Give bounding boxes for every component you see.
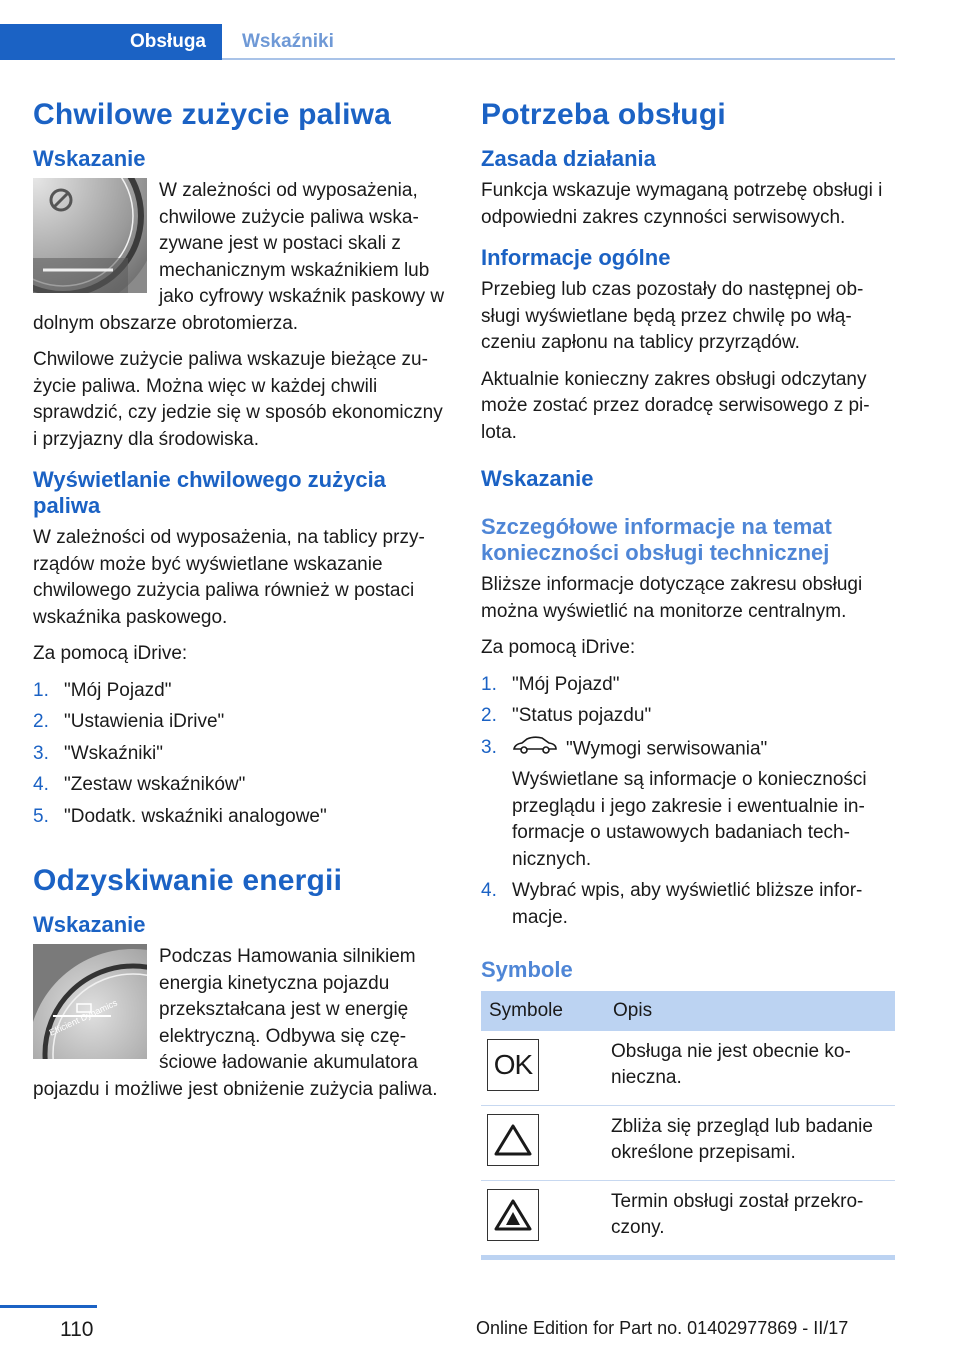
triangle-warning-icon xyxy=(487,1189,539,1241)
list-item: 3. "Wskaźniki" xyxy=(33,742,163,764)
paragraph: Podczas Hamowania silnikiem energia kinetyczna pojazdu przekształcana jest w energię elektryczną. Odbywa się częściowe ładowanie akumulatora pojazdu i możliwe jest obniżenie zużycia paliwa. xyxy=(33,946,438,1100)
list-item: 2. "Ustawienia iDrive" xyxy=(33,711,225,732)
subsection-heading: Wskazanie xyxy=(481,466,594,491)
steps-list xyxy=(33,678,445,831)
subsection-heading: Symbole xyxy=(481,957,573,982)
subsection-heading: Informacje ogólne xyxy=(481,245,671,270)
table-header-row: Symbole Opis xyxy=(481,991,895,1031)
list-item: 3. "Wymogi serwisowania" Wyświetlane są informacje o konieczności przeglądu i jego zakresie i ewentualnie informacje o ustawowych badaniach technicznych. xyxy=(481,736,867,870)
table-row: Termin obsługi został przekroczony. xyxy=(481,1181,895,1258)
paragraph: Bliższe informacje dotyczące zakresu obsługi można wyświetlić na monitorze centralnym. xyxy=(481,574,863,622)
tab-wskazniki[interactable]: Wskaźniki xyxy=(242,31,334,52)
list-item: 4. Wybrać wpis, aby wyświetlić bliższe informacje. xyxy=(481,880,863,928)
subsection-heading: Szczegółowe informacje na temat konieczności obsługi technicznej xyxy=(481,514,832,565)
footer-divider xyxy=(0,1305,97,1308)
subsection-heading: Zasada działania xyxy=(481,146,656,171)
left-column xyxy=(33,92,445,1113)
paragraph: Za pomocą iDrive: xyxy=(481,637,636,658)
list-item: 4. "Zestaw wskaźników" xyxy=(33,774,246,795)
paragraph: Funkcja wskazuje wymaganą potrzebę obsługi i odpowiedni zakres czynności serwisowych. xyxy=(481,180,883,228)
paragraph: Aktualnie konieczny zakres obsługi odczytany może zostać przez doradcę serwisowego z pilota. xyxy=(481,368,870,443)
edition-text: Online Edition for Part no. 01402977869 - II/17 xyxy=(476,1318,849,1338)
ok-icon: OK xyxy=(487,1039,539,1091)
fuel-gauge-image xyxy=(33,178,147,293)
page-header xyxy=(0,24,895,62)
paragraph: W zależności od wyposażenia, chwilowe zużycie paliwa wskazywane jest w postaci skali z mechanicznym wskaźnikiem lub jako cyfrowy wskaźnik paskowy w dolnym obszarze obrotomierza. xyxy=(33,180,445,334)
paragraph: W zależności od wyposażenia, na tablicy przyrządów może być wyświetlane wskazanie chwilowego zużycia paliwa również w postaci wskaźnika paskowego. xyxy=(33,527,425,628)
paragraph: Za pomocą iDrive: xyxy=(33,643,188,664)
table-row: Zbliża się przegląd lub badanie określone przepisami. xyxy=(481,1106,895,1181)
section-title: Potrzeba obsługi xyxy=(481,98,726,131)
table-row: OK Obsługa nie jest obecnie konieczna. xyxy=(481,1031,895,1106)
svg-text:Efficient Dynamics: Efficient Dynamics xyxy=(47,997,119,1038)
symbols-table xyxy=(481,991,895,1260)
header-divider xyxy=(222,58,895,60)
tab-obsluga[interactable]: Obsługa xyxy=(0,24,222,60)
right-column xyxy=(481,92,895,1260)
triangle-icon xyxy=(487,1114,539,1166)
list-item: 5. "Dodatk. wskaźniki analogowe" xyxy=(33,805,327,827)
paragraph: Przebieg lub czas pozostały do następnej obsługi wyświetlane będą przez chwilę po włączeniu zapłonu na tablicy przyrządów. xyxy=(481,279,864,353)
subsection-heading: Wskazanie xyxy=(33,146,146,171)
page-number: 110 xyxy=(60,1318,94,1341)
subsection-heading: Wskazanie xyxy=(33,912,146,937)
section-title: Chwilowe zużycie paliwa xyxy=(33,98,392,131)
paragraph: Chwilowe zużycie paliwa wskazuje bieżące zużycie paliwa. Można więc w każdej chwili sprawdzić, czy jedzie się w sposób ekonomiczny i przyjazny dla środowiska. xyxy=(33,349,443,450)
list-item: 1. "Mój Pojazd" xyxy=(33,679,172,701)
section-title: Odzyskiwanie energii xyxy=(33,864,343,897)
list-item: 2. "Status pojazdu" xyxy=(481,705,652,726)
energy-gauge-image xyxy=(33,944,147,1059)
subsection-heading: Wyświetlanie chwilowego zużycia paliwa xyxy=(33,467,386,518)
list-item: 1. "Mój Pojazd" xyxy=(481,673,620,695)
steps-list xyxy=(481,672,895,932)
car-icon xyxy=(512,735,558,764)
